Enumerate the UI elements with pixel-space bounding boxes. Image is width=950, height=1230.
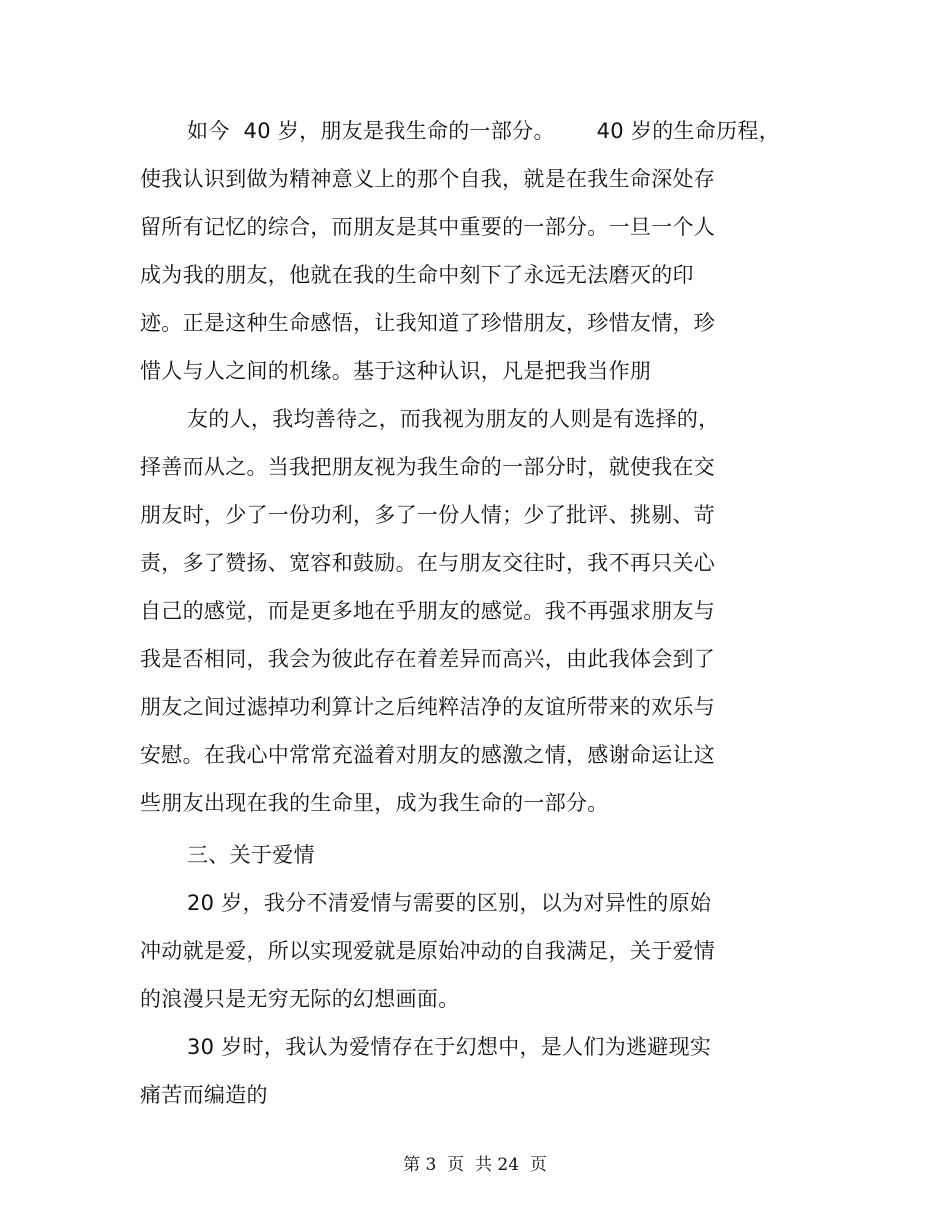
text-line-14: 安慰。在我心中常常充溢着对朋友的感激之情，感谢命运让这 — [140, 743, 716, 767]
text-line-17: 20 岁，我分不清爱情与需要的区别，以为对异性的原始 — [187, 891, 712, 915]
text-line-10: 责，多了赞扬、宽容和鼓励。在与朋友交往时，我不再只关心 — [140, 551, 716, 575]
text-line-20: 30 岁时，我认为爱情存在于幻想中，是人们为逃避现实 — [187, 1035, 712, 1059]
text-line-9: 朋友时，少了一份功利，多了一份人情；少了批评、挑剔、苛 — [140, 503, 716, 527]
text-line-13: 朋友之间过滤掉功利算计之后纯粹洁净的友谊所带来的欢乐与 — [140, 695, 716, 719]
text-line-3: 留所有记忆的综合，而朋友是其中重要的一部分。一旦一个人 — [140, 215, 716, 239]
text-line-2: 使我认识到做为精神意义上的那个自我，就是在我生命深处存 — [140, 167, 716, 191]
text-line-11: 自己的感觉，而是更多地在乎朋友的感觉。我不再强求朋友与 — [140, 599, 716, 623]
text-line-6: 惜人与人之间的机缘。基于这种认识，凡是把我当作朋 — [140, 359, 652, 383]
text-line-19: 的浪漫只是无穷无际的幻想画面。 — [140, 987, 460, 1011]
text-line-5: 迹。正是这种生命感悟，让我知道了珍惜朋友，珍惜友情，珍 — [140, 311, 716, 335]
text-line-18: 冲动就是爱，所以实现爱就是原始冲动的自我满足，关于爱情 — [140, 939, 716, 963]
text-line-4: 成为我的朋友，他就在我的生命中刻下了永远无法磨灭的印 — [140, 263, 694, 287]
text-line-1: 如今 40 岁，朋友是我生命的一部分。 40 岁的生命历程， — [187, 119, 780, 143]
text-line-21: 痛苦而编造的 — [140, 1083, 268, 1107]
page-footer: 第 3 页 共 24 页 — [403, 1155, 547, 1175]
text-line-7: 友的人，我均善待之，而我视为朋友的人则是有选择的， — [187, 407, 720, 431]
text-line-12: 我是否相同，我会为彼此存在着差异而高兴，由此我体会到了 — [140, 647, 716, 671]
text-line-15: 些朋友出现在我的生命里，成为我生命的一部分。 — [140, 791, 609, 815]
text-line-8: 择善而从之。当我把朋友视为我生命的一部分时，就使我在交 — [140, 455, 716, 479]
section-heading: 三、关于爱情 — [187, 843, 315, 867]
